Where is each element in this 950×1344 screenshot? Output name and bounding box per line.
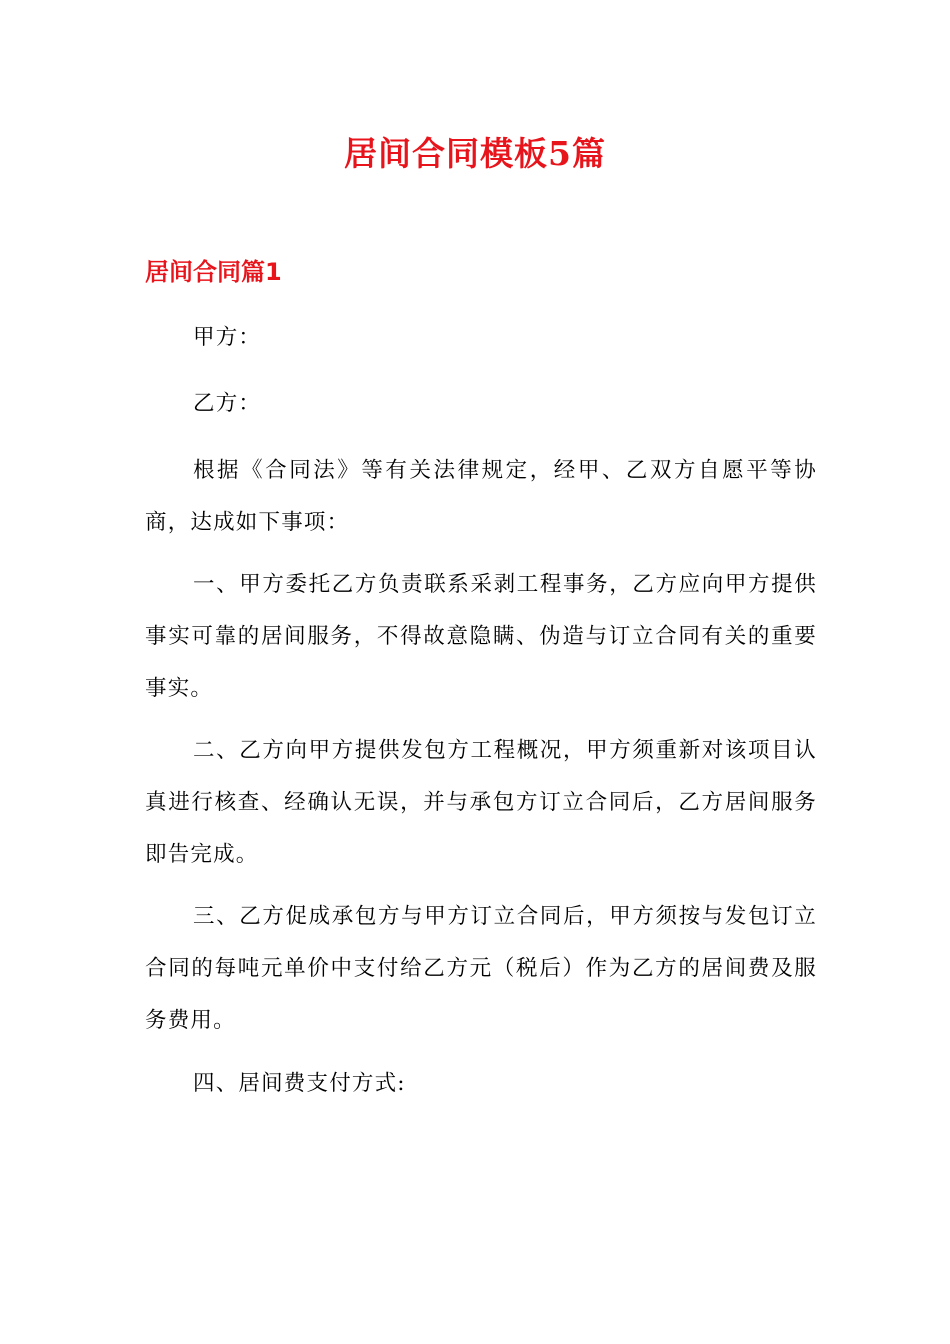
clause-1-paragraph: 一、甲方委托乙方负责联系采剥工程事务，乙方应向甲方提供事实可靠的居间服务，不得故意隐瞒、伪造与订立合同有关的重要事实。 [145,572,817,701]
party-a-paragraph: 甲方： [193,325,262,350]
clause-2-paragraph: 二、乙方向甲方提供发包方工程概况，甲方须重新对该项目认真进行核查、经确认无误，并与承包方订立合同后，乙方居间服务即告完成。 [145,738,817,867]
clause-3-paragraph: 三、乙方促成承包方与甲方订立合同后，甲方须按与发包订立合同的每吨元单价中支付给乙方元（税后）作为乙方的居间费及服务费用。 [145,904,817,1033]
document-title: 居间合同模板5篇 [344,134,606,173]
legal-basis-paragraph: 根据《合同法》等有关法律规定，经甲、乙双方自愿平等协商，达成如下事项： [145,458,817,535]
party-b-paragraph: 乙方： [193,391,262,416]
clause-4-paragraph: 四、居间费支付方式: [193,1071,406,1096]
section-heading: 居间合同篇1 [145,258,282,286]
